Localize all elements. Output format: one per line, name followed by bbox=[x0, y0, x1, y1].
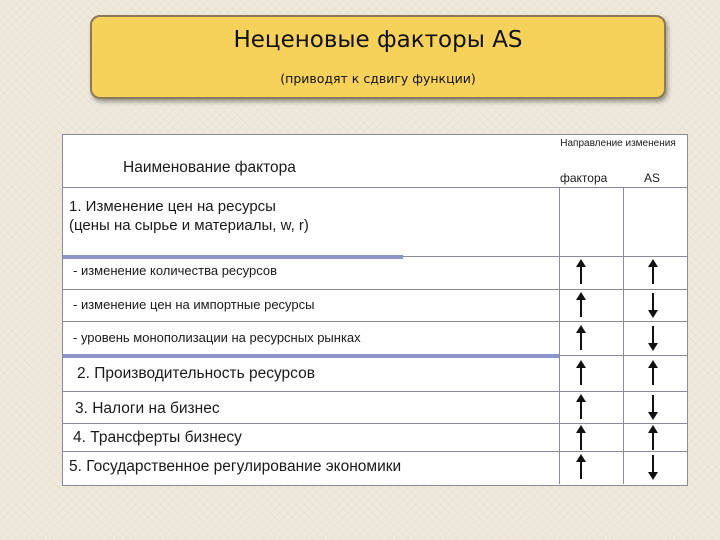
table-row-label: 5. Государственное регулирование экономики bbox=[69, 458, 402, 475]
as-arrow-icon bbox=[647, 425, 659, 451]
as-arrow-icon bbox=[647, 454, 659, 480]
row-title: 1. Изменение цен на ресурсы bbox=[69, 198, 276, 215]
row-divider bbox=[559, 355, 687, 356]
row-divider bbox=[63, 423, 687, 424]
factors-table bbox=[62, 134, 688, 486]
row-divider-thick bbox=[63, 354, 559, 358]
row-divider bbox=[63, 289, 687, 290]
column-divider-as bbox=[623, 187, 624, 484]
as-arrow-icon bbox=[647, 360, 659, 386]
page-title: Неценовые факторы AS bbox=[233, 27, 523, 53]
factor-arrow-icon bbox=[575, 259, 587, 285]
as-arrow-icon bbox=[647, 259, 659, 285]
table-row-label: - изменение количества ресурсов bbox=[73, 263, 278, 278]
factor-arrow-icon bbox=[575, 325, 587, 351]
title-box bbox=[90, 15, 666, 99]
factor-arrow-icon bbox=[575, 394, 587, 420]
row-divider bbox=[403, 256, 687, 257]
row-divider-thick bbox=[63, 255, 403, 259]
table-row-label: - уровень монополизации на ресурсных рынках bbox=[73, 330, 361, 345]
as-arrow-icon bbox=[647, 394, 659, 420]
factor-arrow-icon bbox=[575, 360, 587, 386]
table-row-label: 3. Налоги на бизнес bbox=[75, 400, 220, 417]
table-row-label: 4. Трансферты бизнесу bbox=[73, 429, 242, 446]
row-subtitle: (цены на сырье и материалы, w, r) bbox=[69, 217, 309, 234]
header-divider bbox=[63, 187, 687, 188]
header-direction: Направление изменения bbox=[560, 138, 676, 149]
row-divider bbox=[63, 321, 687, 322]
page-subtitle: (приводят к сдвигу функции) bbox=[280, 71, 476, 86]
factor-arrow-icon bbox=[575, 292, 587, 318]
table-row-label bbox=[69, 197, 309, 235]
table-row-label: 2. Производительность ресурсов bbox=[77, 365, 315, 382]
row-divider bbox=[63, 391, 687, 392]
table-row-label: - изменение цен на импортные ресурсы bbox=[73, 297, 315, 312]
column-divider-factor bbox=[559, 187, 560, 484]
as-arrow-icon bbox=[647, 292, 659, 318]
row-divider bbox=[63, 451, 687, 452]
header-factor-name: Наименование фактора bbox=[123, 159, 296, 176]
header-factor: фактора bbox=[560, 171, 608, 185]
factor-arrow-icon bbox=[575, 454, 587, 480]
header-as: AS bbox=[644, 171, 661, 185]
as-arrow-icon bbox=[647, 325, 659, 351]
factor-arrow-icon bbox=[575, 425, 587, 451]
